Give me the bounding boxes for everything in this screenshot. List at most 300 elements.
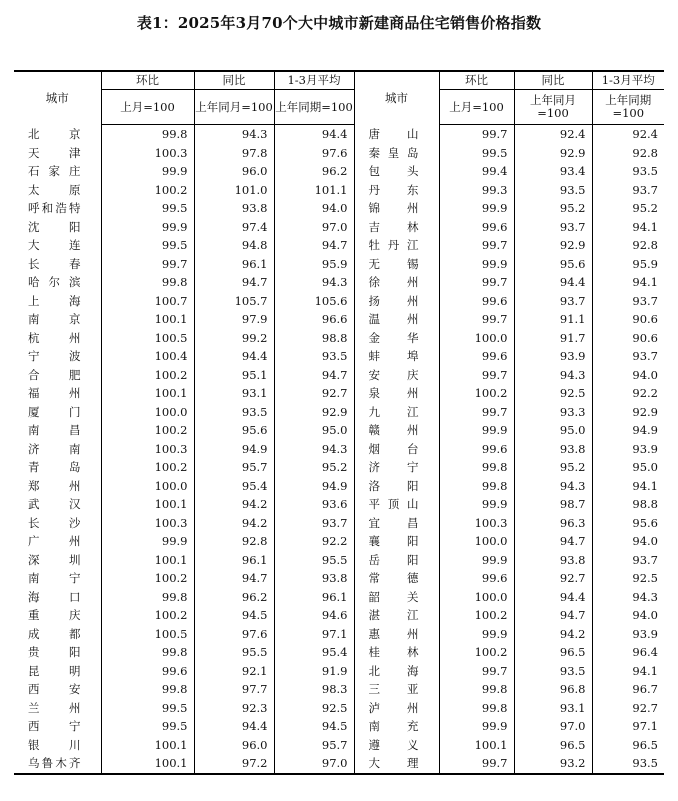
city-cell [14, 162, 101, 181]
table-row [14, 514, 664, 533]
city-name: 兰 州 [28, 700, 81, 715]
city-cell [354, 403, 439, 422]
table-row [14, 440, 664, 459]
avg-value: 93.7 [592, 181, 664, 200]
city-cell [14, 384, 101, 403]
table-row [14, 273, 664, 292]
city-name: 大 连 [28, 238, 81, 252]
yoy-value: 96.5 [514, 643, 592, 662]
table-row [14, 144, 664, 163]
city-name: 遵 义 [368, 737, 419, 752]
yoy-value: 94.7 [514, 532, 592, 551]
yoy-value: 91.7 [514, 329, 592, 348]
table-row [14, 366, 664, 385]
city-name: 赣 州 [368, 423, 419, 437]
avg-value: 93.5 [274, 347, 354, 366]
avg-value: 97.1 [274, 625, 354, 644]
table-row [14, 181, 664, 200]
avg-value: 94.0 [592, 606, 664, 625]
mom-value: 99.7 [439, 236, 514, 255]
mom-value: 100.7 [101, 292, 194, 311]
city-cell [354, 199, 439, 218]
city-cell [14, 218, 101, 237]
yoy-value: 99.2 [194, 329, 274, 348]
avg-value: 92.4 [592, 125, 664, 144]
city-cell [354, 440, 439, 459]
avg-value: 94.6 [274, 606, 354, 625]
mom-value: 99.8 [101, 273, 194, 292]
city-name: 扬 州 [368, 293, 419, 308]
city-name: 济 南 [28, 441, 81, 456]
mom-value: 99.8 [439, 458, 514, 477]
mom-value: 100.2 [101, 181, 194, 200]
city-cell [14, 643, 101, 662]
price-index-table [14, 70, 664, 775]
yoy-value: 93.1 [514, 699, 592, 718]
city-cell [14, 588, 101, 607]
yoy-value: 96.1 [194, 255, 274, 274]
avg-value: 94.3 [592, 588, 664, 607]
avg-value: 94.0 [592, 366, 664, 385]
avg-value: 94.1 [592, 477, 664, 496]
mom-value: 100.0 [439, 588, 514, 607]
mom-value: 99.5 [101, 699, 194, 718]
city-name: 惠 州 [368, 626, 419, 641]
avg-value: 94.5 [274, 717, 354, 736]
yoy-value: 93.9 [514, 347, 592, 366]
yoy-value: 105.7 [194, 292, 274, 311]
city-cell [354, 662, 439, 681]
mom-value: 99.4 [439, 162, 514, 181]
avg-value: 93.7 [592, 551, 664, 570]
yoy-value: 97.9 [194, 310, 274, 329]
city-cell [354, 421, 439, 440]
avg-value: 93.7 [274, 514, 354, 533]
avg-value: 98.8 [592, 495, 664, 514]
avg-base-left: 上年同期=100 [274, 90, 354, 125]
yoy-value: 94.2 [194, 495, 274, 514]
city-cell [14, 273, 101, 292]
city-name: 沈 阳 [28, 219, 81, 234]
mom-value: 100.4 [101, 347, 194, 366]
city-name: 贵 阳 [28, 645, 81, 659]
mom-value: 99.6 [439, 569, 514, 588]
mom-value: 99.8 [101, 643, 194, 662]
avg-value: 98.3 [274, 680, 354, 699]
table-row [14, 384, 664, 403]
mom-value: 100.0 [439, 532, 514, 551]
avg-value: 94.1 [592, 662, 664, 681]
yoy-value: 94.2 [194, 514, 274, 533]
avg-value: 93.8 [274, 569, 354, 588]
city-name: 昆 明 [28, 663, 81, 678]
city-name: 杭 州 [28, 330, 81, 345]
mom-value: 100.3 [101, 440, 194, 459]
yoy-base-left: 上年同月=100 [194, 90, 274, 125]
mom-value: 100.2 [101, 606, 194, 625]
table-row [14, 588, 664, 607]
city-name: 南 昌 [28, 423, 81, 437]
yoy-value: 93.5 [194, 403, 274, 422]
table-row [14, 754, 664, 774]
city-cell [14, 310, 101, 329]
city-cell [14, 569, 101, 588]
table-row [14, 218, 664, 237]
yoy-value: 96.0 [194, 736, 274, 755]
mom-value: 99.7 [439, 366, 514, 385]
mom-value: 99.9 [101, 218, 194, 237]
avg-header-left: 1-3月平均 [274, 71, 354, 90]
avg-value: 97.1 [592, 717, 664, 736]
avg-value: 95.9 [592, 255, 664, 274]
yoy-value: 94.4 [194, 347, 274, 366]
yoy-value: 96.5 [514, 736, 592, 755]
city-name: 郑 州 [28, 478, 81, 493]
table-row [14, 255, 664, 274]
yoy-value: 94.8 [194, 236, 274, 255]
city-cell [354, 458, 439, 477]
yoy-value: 94.9 [194, 440, 274, 459]
avg-value: 98.8 [274, 329, 354, 348]
city-cell [14, 144, 101, 163]
city-cell [14, 403, 101, 422]
city-cell [354, 699, 439, 718]
avg-value: 94.9 [274, 477, 354, 496]
city-name: 济 宁 [368, 460, 419, 474]
city-name: 福 州 [28, 386, 81, 400]
yoy-value: 93.7 [514, 218, 592, 237]
city-cell [354, 384, 439, 403]
city-cell [354, 292, 439, 311]
avg-value: 96.1 [274, 588, 354, 607]
yoy-header-right: 同比 [514, 71, 592, 90]
mom-value: 99.9 [439, 551, 514, 570]
table-row [14, 551, 664, 570]
city-name: 宁 波 [28, 349, 81, 363]
mom-value: 99.7 [439, 754, 514, 774]
mom-value: 99.9 [439, 421, 514, 440]
mom-value: 99.9 [439, 199, 514, 218]
mom-value: 99.5 [439, 144, 514, 163]
avg-value: 95.0 [592, 458, 664, 477]
avg-value: 94.3 [274, 440, 354, 459]
city-cell [14, 125, 101, 144]
city-name: 九 江 [368, 404, 419, 419]
yoy-value: 96.3 [514, 514, 592, 533]
avg-header-right: 1-3月平均 [592, 71, 664, 90]
mom-value: 100.5 [101, 329, 194, 348]
yoy-value: 94.7 [194, 569, 274, 588]
mom-value: 99.6 [101, 662, 194, 681]
mom-value: 99.7 [439, 310, 514, 329]
mom-value: 100.1 [101, 310, 194, 329]
mom-value: 99.8 [101, 680, 194, 699]
table-row [14, 477, 664, 496]
table-row [14, 736, 664, 755]
city-name: 泉 州 [368, 386, 419, 400]
mom-value: 99.9 [439, 717, 514, 736]
mom-value: 99.6 [439, 347, 514, 366]
avg-value: 92.9 [592, 403, 664, 422]
mom-value: 100.0 [101, 403, 194, 422]
city-name: 青 岛 [28, 460, 81, 474]
mom-value: 99.9 [101, 532, 194, 551]
avg-value: 96.7 [592, 680, 664, 699]
yoy-value: 93.3 [514, 403, 592, 422]
city-name: 北 京 [28, 126, 81, 141]
avg-value: 93.5 [592, 162, 664, 181]
avg-value: 94.7 [274, 236, 354, 255]
city-cell [354, 532, 439, 551]
city-name: 襄 阳 [368, 534, 419, 548]
yoy-value: 92.5 [514, 384, 592, 403]
city-cell [14, 255, 101, 274]
table-row [14, 458, 664, 477]
city-name: 西 宁 [28, 719, 81, 733]
yoy-value: 92.4 [514, 125, 592, 144]
yoy-value: 97.2 [194, 754, 274, 774]
mom-value: 99.8 [439, 680, 514, 699]
avg-value: 95.4 [274, 643, 354, 662]
avg-value: 95.2 [592, 199, 664, 218]
city-cell [354, 477, 439, 496]
city-name: 北 海 [368, 663, 419, 678]
city-cell [14, 366, 101, 385]
mom-value: 99.6 [439, 218, 514, 237]
city-cell [354, 255, 439, 274]
yoy-value: 95.6 [194, 421, 274, 440]
mom-value: 99.9 [439, 625, 514, 644]
avg-value: 94.0 [592, 532, 664, 551]
city-name: 广 州 [28, 534, 81, 548]
yoy-value: 97.8 [194, 144, 274, 163]
city-name: 秦 皇 岛 [368, 145, 419, 160]
city-name: 洛 阳 [368, 478, 419, 493]
city-name: 银 川 [28, 737, 81, 752]
city-name: 湛 江 [368, 608, 419, 622]
yoy-value: 95.2 [514, 199, 592, 218]
yoy-value: 92.7 [514, 569, 592, 588]
mom-value: 100.1 [101, 495, 194, 514]
city-cell [14, 477, 101, 496]
city-header-right: 城市 [354, 71, 439, 125]
city-name: 牡 丹 江 [368, 238, 419, 252]
mom-value: 100.1 [101, 551, 194, 570]
city-cell [14, 606, 101, 625]
city-name: 三 亚 [368, 682, 419, 696]
avg-base-right: 上年同期=100 [592, 90, 664, 125]
table-row [14, 403, 664, 422]
yoy-value: 96.2 [194, 588, 274, 607]
city-name: 包 头 [368, 164, 419, 178]
yoy-value: 98.7 [514, 495, 592, 514]
table-row [14, 625, 664, 644]
city-name: 长 春 [28, 256, 81, 271]
avg-value: 92.8 [592, 236, 664, 255]
yoy-value: 93.8 [194, 199, 274, 218]
yoy-value: 93.7 [514, 292, 592, 311]
mom-value: 99.7 [439, 662, 514, 681]
mom-value: 99.9 [439, 495, 514, 514]
city-cell [354, 181, 439, 200]
city-cell [354, 495, 439, 514]
city-cell [14, 532, 101, 551]
city-cell [14, 458, 101, 477]
avg-value: 97.0 [274, 218, 354, 237]
city-name: 合 肥 [28, 367, 81, 382]
yoy-value: 93.5 [514, 181, 592, 200]
table-row [14, 329, 664, 348]
mom-value: 100.3 [101, 144, 194, 163]
avg-value: 95.7 [274, 736, 354, 755]
table-row [14, 292, 664, 311]
city-name: 石 家 庄 [28, 164, 81, 178]
city-name: 南 宁 [28, 571, 81, 585]
city-name: 丹 东 [368, 182, 419, 197]
avg-value: 97.6 [274, 144, 354, 163]
avg-value: 93.7 [592, 292, 664, 311]
yoy-value: 93.5 [514, 662, 592, 681]
city-name: 金 华 [368, 330, 419, 345]
city-name: 韶 关 [368, 589, 419, 604]
table-row [14, 310, 664, 329]
city-cell [14, 514, 101, 533]
avg-value: 96.2 [274, 162, 354, 181]
city-cell [14, 329, 101, 348]
city-cell [354, 273, 439, 292]
city-cell [354, 347, 439, 366]
yoy-value: 94.7 [194, 273, 274, 292]
city-name: 南 京 [28, 312, 81, 326]
city-cell [354, 329, 439, 348]
city-name: 呼 和 浩 特 [28, 201, 81, 215]
mom-value: 99.5 [101, 199, 194, 218]
city-name: 唐 山 [368, 126, 419, 141]
city-cell [14, 736, 101, 755]
yoy-value: 93.4 [514, 162, 592, 181]
city-cell [14, 680, 101, 699]
city-cell [14, 754, 101, 774]
city-cell [354, 680, 439, 699]
yoy-value: 91.1 [514, 310, 592, 329]
yoy-value: 96.8 [514, 680, 592, 699]
city-header-left: 城市 [45, 90, 69, 105]
table-body [14, 125, 664, 774]
city-name: 泸 州 [368, 700, 419, 715]
yoy-value: 94.2 [514, 625, 592, 644]
city-name: 温 州 [368, 312, 419, 326]
city-name: 安 庆 [368, 367, 419, 382]
city-name: 锦 州 [368, 201, 419, 215]
avg-value: 94.9 [592, 421, 664, 440]
city-cell [14, 440, 101, 459]
city-cell [14, 181, 101, 200]
yoy-value: 97.7 [194, 680, 274, 699]
city-name: 乌 鲁 木 齐 [28, 756, 81, 770]
city-cell [354, 754, 439, 774]
mom-value: 99.5 [101, 717, 194, 736]
table-row [14, 236, 664, 255]
city-cell [14, 199, 101, 218]
table-row [14, 495, 664, 514]
avg-value: 92.5 [592, 569, 664, 588]
city-cell [354, 736, 439, 755]
mom-value: 99.7 [439, 125, 514, 144]
table-row [14, 662, 664, 681]
city-name: 吉 林 [368, 219, 419, 234]
avg-value: 93.9 [592, 440, 664, 459]
avg-value: 94.4 [274, 125, 354, 144]
avg-value: 92.7 [274, 384, 354, 403]
avg-value: 95.2 [274, 458, 354, 477]
yoy-value: 92.1 [194, 662, 274, 681]
mom-value: 100.5 [101, 625, 194, 644]
city-cell [354, 144, 439, 163]
yoy-value: 95.7 [194, 458, 274, 477]
avg-value: 92.2 [592, 384, 664, 403]
mom-value: 99.7 [439, 403, 514, 422]
city-name: 上 海 [28, 293, 81, 308]
city-name: 常 德 [368, 571, 419, 585]
city-name: 岳 阳 [368, 552, 419, 567]
city-cell [354, 551, 439, 570]
yoy-value: 95.5 [194, 643, 274, 662]
avg-value: 90.6 [592, 329, 664, 348]
city-cell [14, 551, 101, 570]
yoy-value: 93.2 [514, 754, 592, 774]
city-cell [354, 366, 439, 385]
city-cell [14, 699, 101, 718]
city-name: 平 顶 山 [368, 497, 419, 511]
yoy-value: 95.6 [514, 255, 592, 274]
yoy-value: 95.2 [514, 458, 592, 477]
city-cell [354, 588, 439, 607]
city-cell [354, 310, 439, 329]
mom-value: 99.9 [439, 255, 514, 274]
city-name: 长 沙 [28, 515, 81, 530]
table-title: 表1：2025年3月70个大中城市新建商品住宅销售价格指数 [136, 14, 542, 32]
mom-value: 100.2 [101, 421, 194, 440]
yoy-value: 94.3 [194, 125, 274, 144]
city-name: 徐 州 [368, 275, 419, 289]
avg-value: 94.3 [274, 273, 354, 292]
mom-value: 100.2 [101, 366, 194, 385]
city-name: 大 理 [368, 756, 419, 770]
city-name: 西 安 [28, 682, 81, 696]
table-row [14, 699, 664, 718]
table-row [14, 569, 664, 588]
mom-base-left: 上月=100 [101, 90, 194, 125]
table-row [14, 606, 664, 625]
city-cell [14, 495, 101, 514]
city-cell [354, 236, 439, 255]
city-name: 太 原 [28, 182, 81, 197]
city-name: 天 津 [28, 145, 81, 160]
mom-value: 99.6 [439, 440, 514, 459]
avg-value: 95.0 [274, 421, 354, 440]
mom-value: 100.1 [101, 736, 194, 755]
city-cell [354, 569, 439, 588]
avg-value: 96.5 [592, 736, 664, 755]
mom-value: 100.2 [439, 384, 514, 403]
table-row [14, 199, 664, 218]
yoy-value: 94.4 [194, 717, 274, 736]
mom-value: 100.2 [439, 643, 514, 662]
city-cell [354, 606, 439, 625]
mom-value: 100.1 [101, 754, 194, 774]
city-name: 厦 门 [28, 404, 81, 419]
yoy-value: 92.9 [514, 236, 592, 255]
